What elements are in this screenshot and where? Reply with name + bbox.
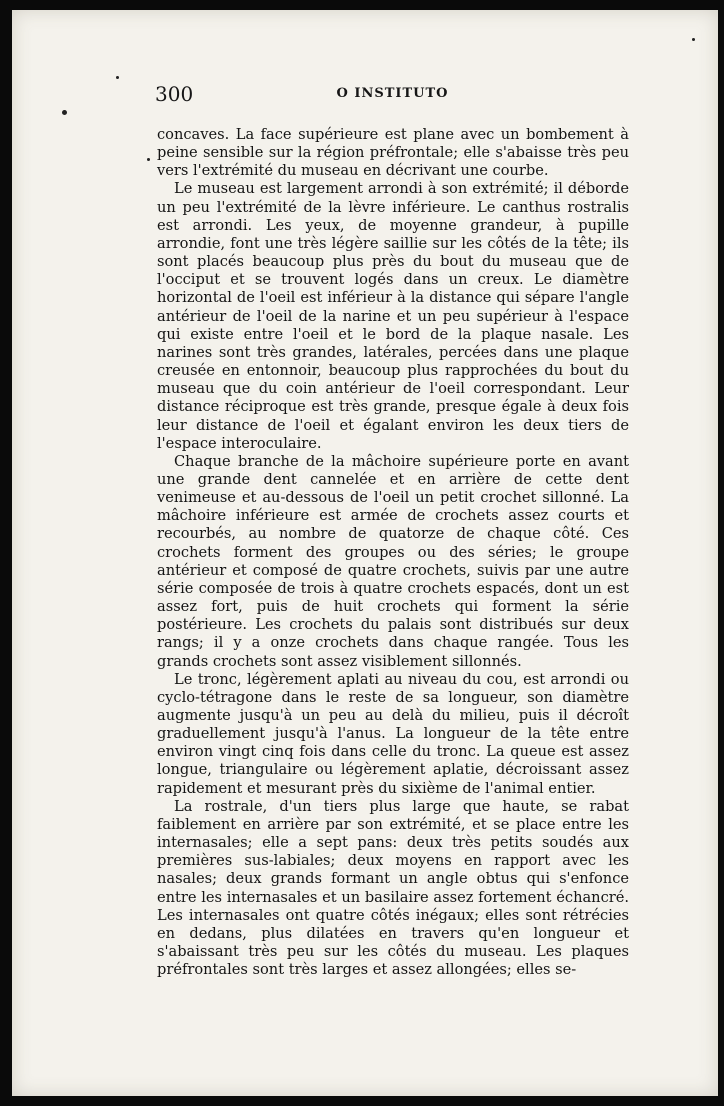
page-header [155,82,630,108]
paragraph-3: Chaque branche de la mâchoire supérieure porte en avant une grande dent cannelée et en arrière de cette dent venimeuse et au-dessous de l'oeil un petit crochet sillonné. La mâchoire inférieure est armée de crochets assez courts et recourbés, au nombre de quatorze de chaque côté. Ces crochets forment des groupes ou des séries; le groupe antérieur et composé de quatre crochets, suivis par une autre série composée de trois à quatre crochets espacés, dont un est assez fort, puis de huit crochets qui forment la série postérieure. Les crochets du palais sont distribués sur deux rangs; il y a onze crochets dans chaque rangée. Tous les grands crochets sont assez visiblement sillonnés. [157,452,629,670]
ink-speck [116,76,119,79]
ink-speck [692,38,695,41]
body-text [157,126,629,979]
ink-speck [62,110,67,115]
paragraph-5: La rostrale, d'un tiers plus large que haute, se rabat faiblement en arrière par son extrémité, et se place entre les internasales; elle a sept pans: deux très petits soudés aux premières sus-labiales; deux moyens en rapport avec les nasales; deux grands formant un angle obtus qui s'enfonce entre les internasales et un basilaire assez fortement échancré. Les internasales ont quatre côtés inégaux; elles sont rétrécies en dedans, plus dilatées en travers qu'en longueur et s'abaissant très peu sur les côtés du museau. Les plaques préfrontales sont très larges et assez allongées; elles se- [157,797,629,979]
paragraph-2: Le museau est largement arrondi à son extrémité; il déborde un peu l'extrémité de la lèvre inférieure. Le canthus rostralis est arrondi. Les yeux, de moyenne grandeur, à pupille arrondie, font une très légère saillie sur les côtés de la tête; ils sont placés beaucoup plus près du bout du museau que de l'occiput et se trouvent logés dans un creux. Le diamètre horizontal de l'oeil est inférieur à la distance qui sépare l'angle antérieur de l'oeil de la narine et un peu supérieur à l'espace qui existe entre l'oeil et le bord de la plaque nasale. Les narines sont très grandes, latérales, percées dans une plaque creusée en entonnoir, beaucoup plus rapprochées du bout du museau que du coin antérieur de l'oeil correspondant. Leur distance réciproque est très grande, presque égale à deux fois leur distance de l'oeil et égalant environ les deux tiers de l'espace interoculaire. [157,180,629,452]
running-head: O INSTITUTO [336,86,449,101]
paragraph-4: Le tronc, légèrement aplati au niveau du cou, est arrondi ou cyclo-tétragone dans le reste de sa longueur, son diamètre augmente jusqu'à un peu au delà du milieu, puis il décroît graduellement jusqu'à l'anus. La longueur de la tête entre environ vingt cinq fois dans celle du tronc. La queue est assez longue, triangulaire ou légèrement aplatie, décroissant assez rapidement et mesurant près du sixième de l'animal entier. [157,670,629,797]
ink-speck [147,158,150,161]
paragraph-1: concaves. La face supérieure est plane avec un bombement à peine sensible sur la région préfrontale; elle s'abaisse très peu vers l'extrémité du museau en décrivant une courbe. [157,126,629,180]
page-number: 300 [155,82,194,106]
